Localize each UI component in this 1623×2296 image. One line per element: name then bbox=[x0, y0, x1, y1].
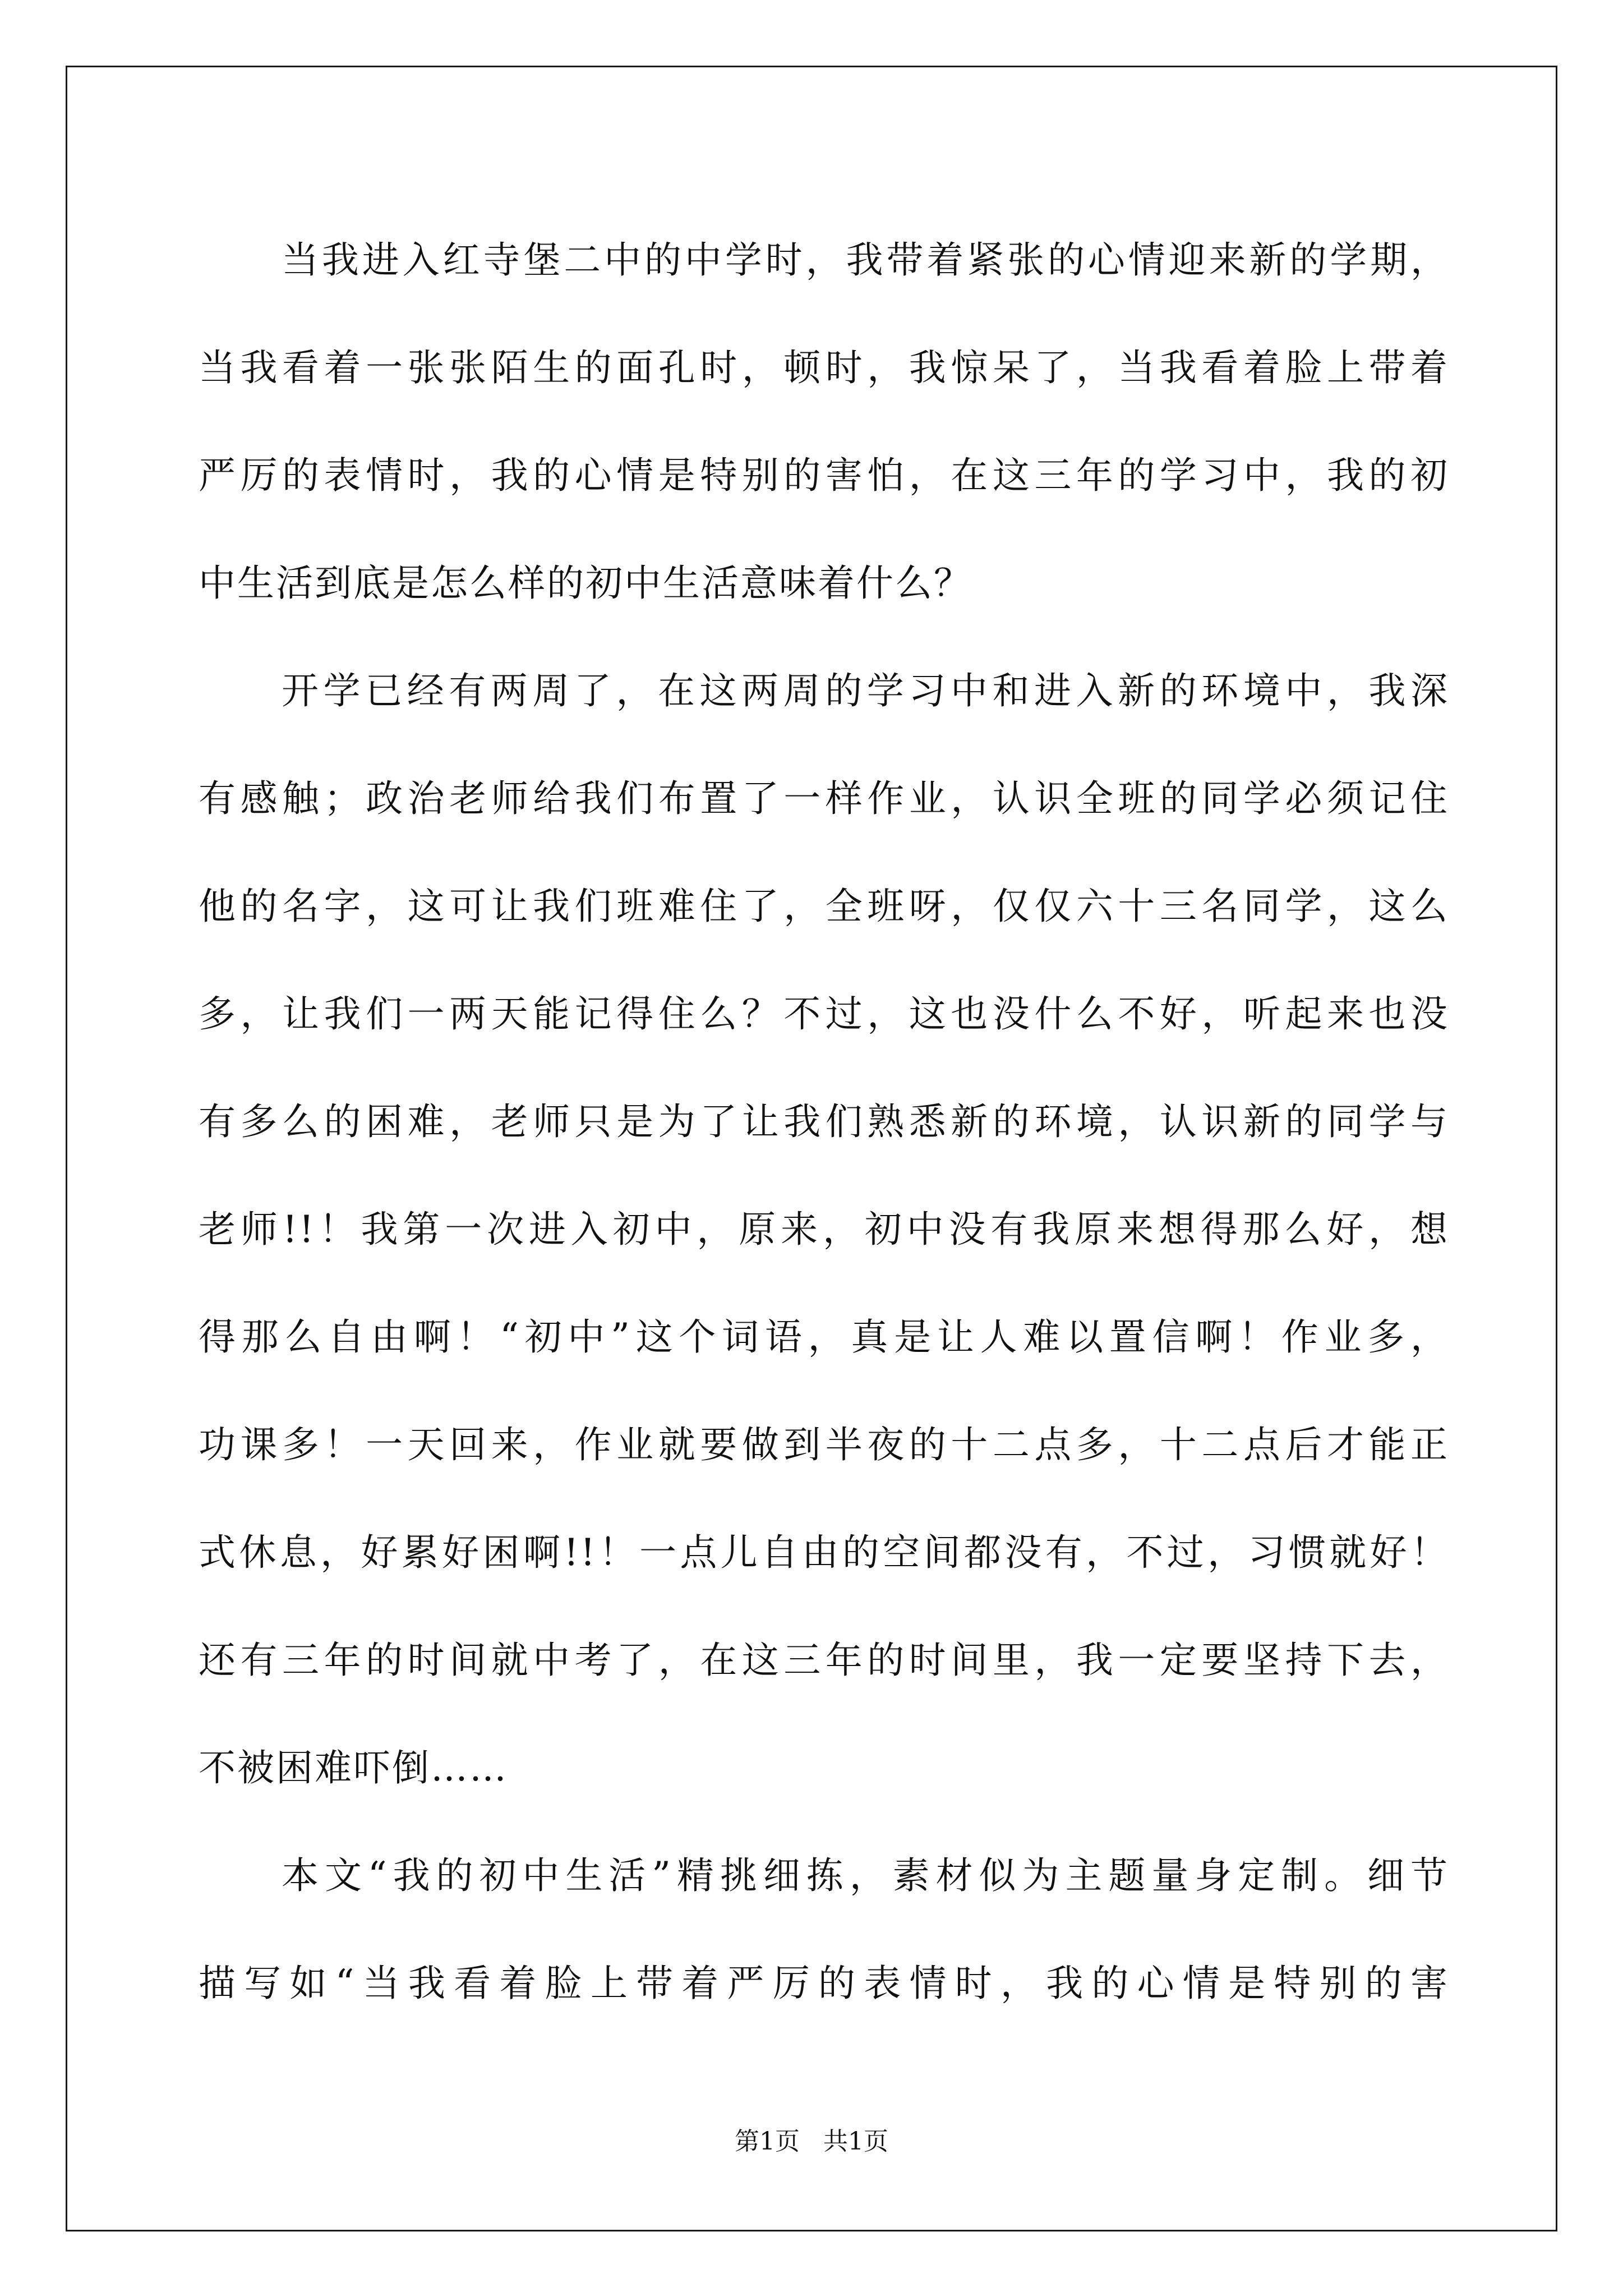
text-line: 本文“我的初中生活”精挑细拣，素材似为主题量身定制。细节 bbox=[282, 1854, 1449, 1897]
text-line: 不被困难吓倒…… bbox=[199, 1746, 508, 1789]
text-line: 得那么自由啊！“初中”这个词语，真是让人难以置信啊！作业多， bbox=[199, 1315, 1449, 1359]
text-line: 多，让我们一两天能记得住么？不过，这也没什么不好，听起来也没 bbox=[199, 992, 1449, 1036]
text-line: 开学已经有两周了，在这两周的学习中和进入新的环境中，我深 bbox=[282, 669, 1449, 712]
text-line: 当我看着一张张陌生的面孔时，顿时，我惊呆了，当我看着脸上带着 bbox=[199, 346, 1449, 389]
paragraph-2 bbox=[199, 637, 1449, 1822]
text-line: 严厉的表情时，我的心情是特别的害怕，在这三年的学习中，我的初 bbox=[199, 454, 1449, 497]
paragraph-3 bbox=[199, 1822, 1449, 2037]
text-line: 他的名字，这可让我们班难住了，全班呀，仅仅六十三名同学，这么 bbox=[199, 885, 1449, 928]
page-footer: 第1页 共1页 bbox=[735, 2127, 888, 2156]
text-line: 功课多！一天回来，作业就要做到半夜的十二点多，十二点后才能正 bbox=[199, 1423, 1449, 1466]
document-body bbox=[199, 206, 1449, 2037]
text-line: 有多么的困难，老师只是为了让我们熟悉新的环境，认识新的同学与 bbox=[199, 1100, 1449, 1143]
text-line: 当我进入红寺堡二中的中学时，我带着紧张的心情迎来新的学期， bbox=[282, 238, 1449, 282]
text-line: 还有三年的时间就中考了，在这三年的时间里，我一定要坚持下去， bbox=[199, 1639, 1449, 1682]
text-line: 式休息，好累好困啊!!！一点儿自由的空间都没有，不过，习惯就好！ bbox=[199, 1531, 1449, 1574]
text-line: 有感触；政治老师给我们布置了一样作业，认识全班的同学必须记住 bbox=[199, 777, 1449, 820]
paragraph-1 bbox=[199, 206, 1449, 637]
text-line: 老师!!！我第一次进入初中，原来，初中没有我原来想得那么好，想 bbox=[199, 1208, 1449, 1251]
text-line: 描写如“当我看着脸上带着严厉的表情时，我的心情是特别的害 bbox=[199, 1962, 1449, 2005]
text-line: 中生活到底是怎么样的初中生活意味着什么？ bbox=[199, 562, 972, 605]
